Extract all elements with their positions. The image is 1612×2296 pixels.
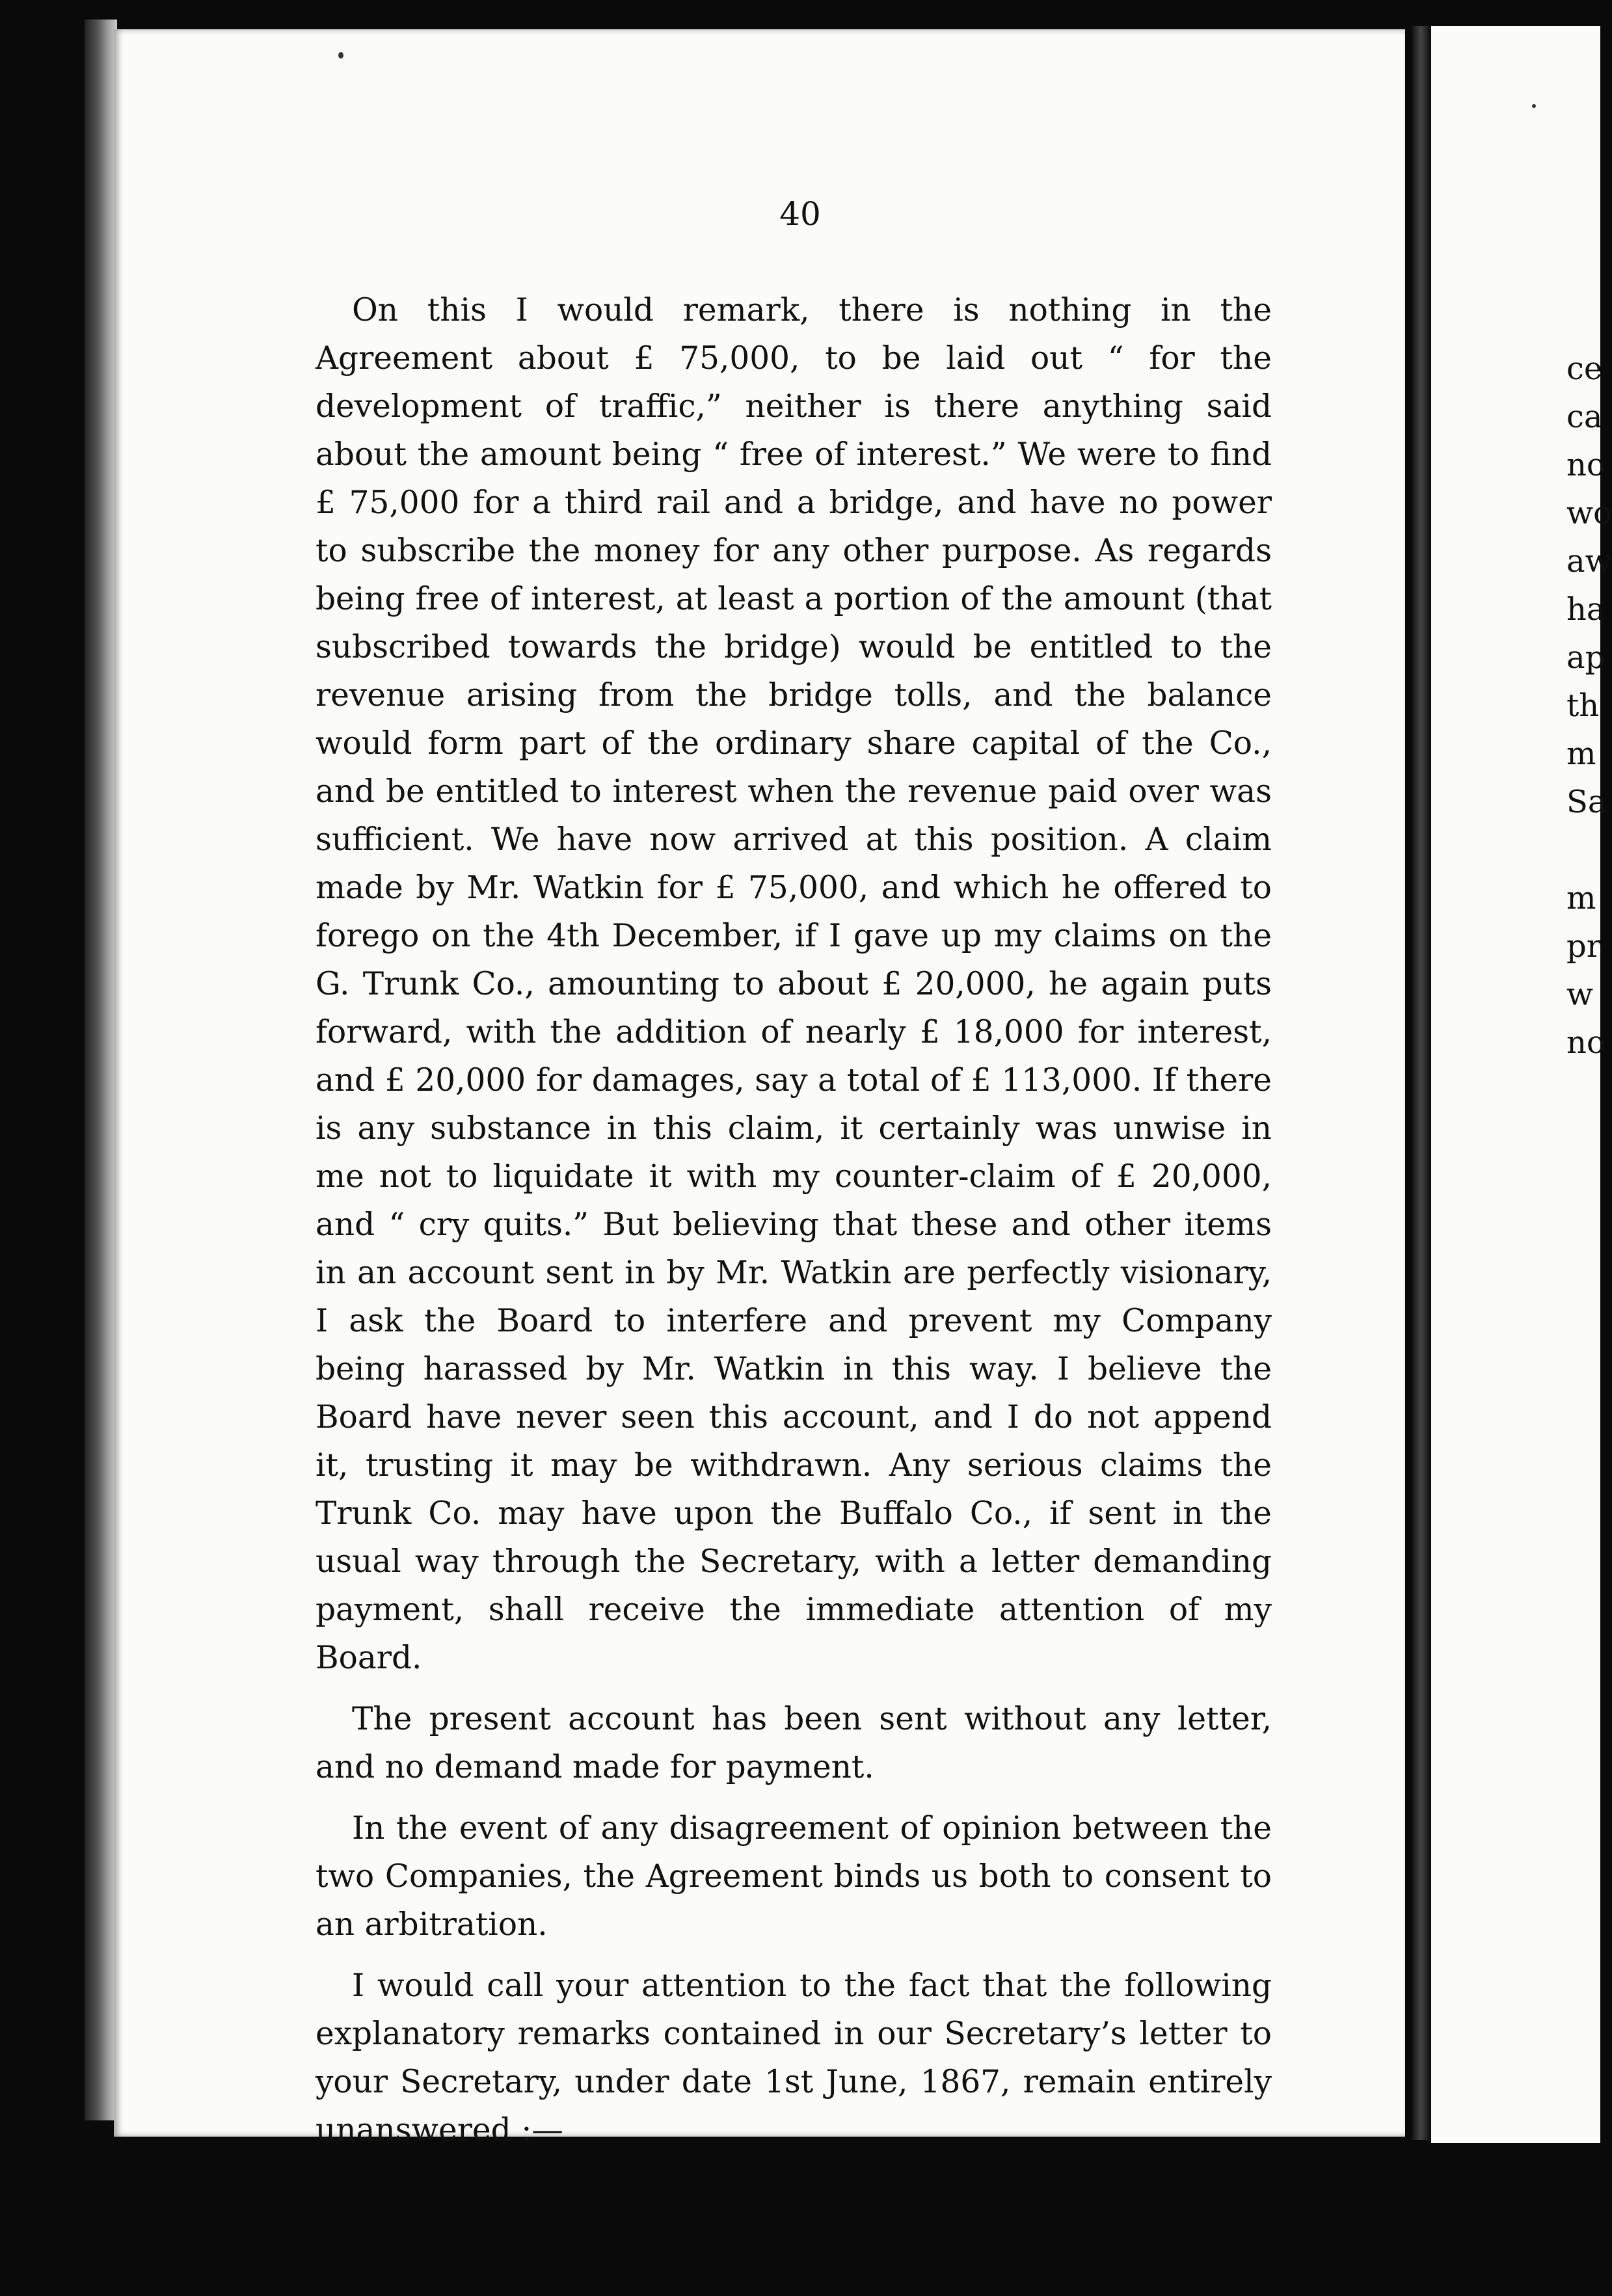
text-fragment: ap bbox=[1566, 639, 1605, 676]
paragraph: The present account has been sent without any letter, and no demand made for payment. bbox=[316, 1701, 1272, 1785]
text-fragment: th bbox=[1566, 687, 1600, 724]
text-fragment: no bbox=[1566, 1024, 1605, 1061]
text-fragment: ce bbox=[1566, 351, 1603, 387]
text-fragment: wo bbox=[1566, 495, 1612, 531]
text-fragment: Sa bbox=[1566, 784, 1607, 820]
paragraph: In the event of any disagreement of opinion between the two Companies, the Agreement binds us both to consent to an arbitration. bbox=[316, 1810, 1272, 1943]
body-text bbox=[316, 286, 1272, 2167]
paragraph-gap bbox=[1566, 826, 1600, 874]
dust-speck bbox=[1532, 104, 1536, 108]
page-edge-shadow bbox=[85, 20, 117, 2120]
page-number: 40 bbox=[779, 195, 821, 233]
adjacent-page bbox=[1431, 26, 1612, 2143]
dust-speck bbox=[338, 52, 343, 59]
adjacent-page-text bbox=[1566, 345, 1612, 1067]
paragraph: I would call your attention to the fact that the following explanatory remarks contained in our Secretary’s letter to your Secretary, under date 1st June, 1867, remain entirely unanswered :— bbox=[316, 1968, 1272, 2148]
text-fragment: pr bbox=[1566, 928, 1602, 965]
book-gutter bbox=[1412, 26, 1430, 2140]
text-fragment: aw bbox=[1566, 543, 1612, 580]
text-fragment: no bbox=[1566, 447, 1605, 483]
paragraph: On this I would remark, there is nothing in the Agreement about £ 75,000, to be laid out “ for the development of traffic,” neither is there anything said about the amount being “ free of interest.” We were to find £ 75,000 for a third rail and a bridge, and have no power to subscribe the money for any other purpose. As regards being free of interest, at least a portion of the amount (that subscribed towards the bridge) would be entitled to the revenue arising from the bridge tolls, and the balance would form part of the ordinary share capital of the Co., and be entitled to interest when the revenue paid over was sufficient. We have now arrived at this position. A claim made by Mr. Watkin for £ 75,000, and which he offered to forego on the 4th December, if I gave up my claims on the G. Trunk Co., amounting to about £ 20,000, he again puts forward, with the addition of nearly £ 18,000 for interest, and £ 20,000 for damages, say a total of £ 113,000. If there is any substance in this claim, it certainly was unwise in me not to liquidate it with my counter-claim of £ 20,000, and “ cry quits.” But believing that these and other items in an account sent in by Mr. Watkin are perfectly visionary, I ask the Board to interfere and prevent my Company being harassed by Mr. Watkin in this way. I believe the Board have never seen this account, and I do not append it, trusting it may be withdrawn. Any serious claims the Trunk Co. may have upon the Buffalo Co., if sent in the usual way through the Secretary, with a letter demanding payment, shall receive the immediate attention of my Board. bbox=[316, 292, 1272, 1676]
text-fragment: ca bbox=[1566, 399, 1603, 435]
text-fragment: m bbox=[1566, 736, 1596, 772]
text-fragment: ha bbox=[1566, 591, 1605, 628]
text-fragment: w bbox=[1566, 976, 1594, 1013]
text-fragment: m bbox=[1566, 880, 1596, 916]
